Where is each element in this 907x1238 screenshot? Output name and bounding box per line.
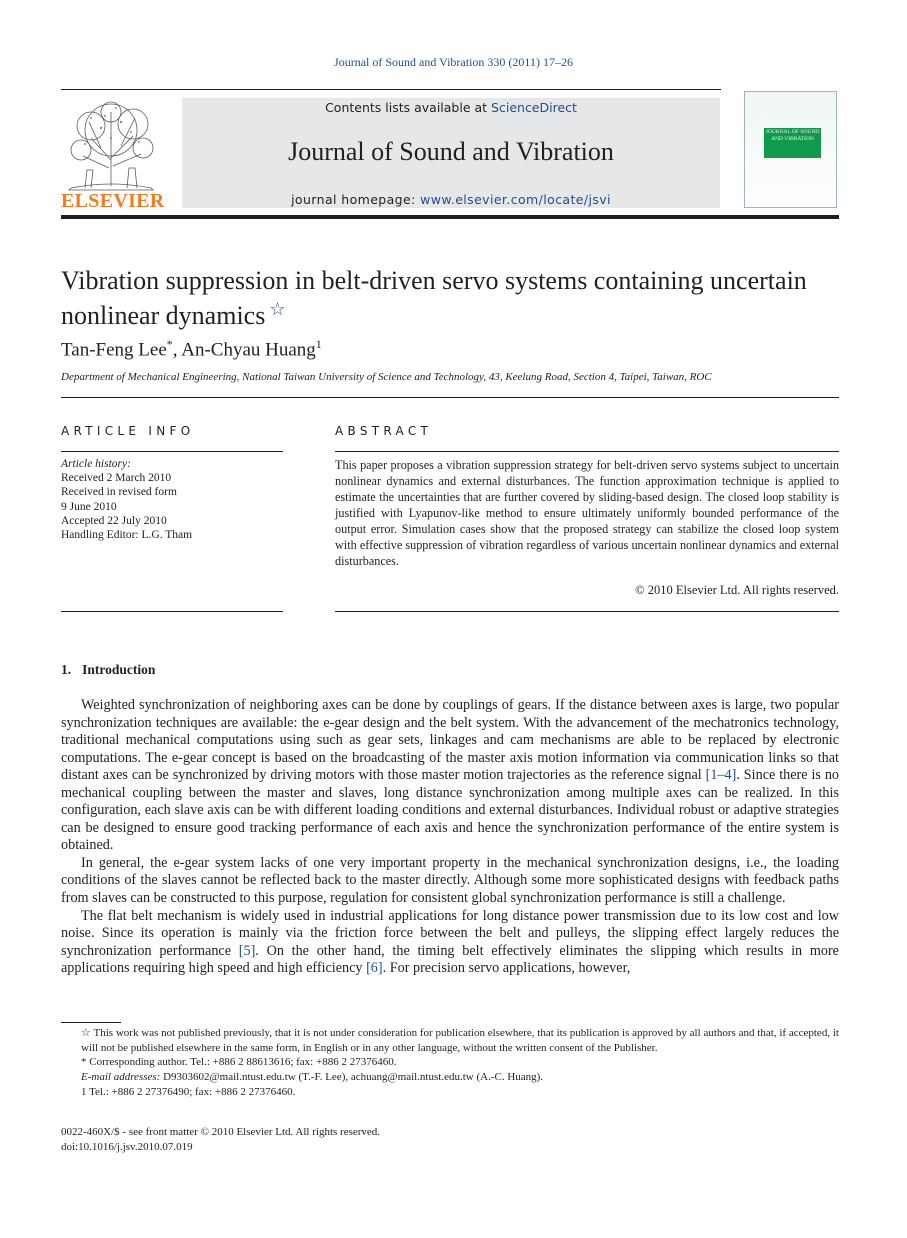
footnote-corresponding (61, 1055, 839, 1070)
section-number: 1. (61, 662, 72, 677)
publication-info (61, 1125, 380, 1155)
abstract-text: This paper proposes a vibration suppression strategy for belt-driven servo systems subject to uncertain nonlinear dynamics and external disturbances. The function approximation technique is applied to estimate the uncertainties that are further covered by sliding-based design. The closed loop stability is justified with Lyapunov-like method to ensure ultimately uniformly bounded performance of the output error. Simulation cases show that the proposed strategy can stabilize the closed loop system with effective suppression of vibration regardless of various uncertain nonlinear dynamics and external disturbances. (335, 458, 839, 568)
title-footnote-marker[interactable]: ☆ (269, 299, 286, 319)
footnote-text: Corresponding author. Tel.: +886 2 88613616; fax: +886 2 27376460. (89, 1056, 397, 1069)
author-separator: , (172, 339, 182, 361)
abstract-heading: ABSTRACT (335, 424, 433, 438)
footnote-emails (61, 1070, 839, 1085)
footnote-title-note (61, 1026, 839, 1055)
footnote-rule (61, 1022, 121, 1023)
citation-link[interactable]: [1–4] (705, 767, 737, 784)
paragraph-text: . Since there is no mechanical coupling between the master and slaves, long distance synchronization among multiple axes can be realized. In this configuration, each slave axis can be with different loading conditions and external disturbances. Individual robust or adaptive strategies can be designed to ensure good tracking performance of each axis and hence the synchronization performance of the entire system is obtained. (61, 767, 840, 854)
citation-link[interactable]: [5] (238, 942, 256, 959)
citation-link[interactable]: [6] (366, 960, 383, 977)
footnote-marker: * (81, 1056, 87, 1069)
footnote-marker: ☆ (81, 1027, 91, 1039)
journal-citation[interactable]: Journal of Sound and Vibration 330 (2011) 17–26 (334, 55, 573, 69)
header-top-rule (61, 89, 721, 90)
article-history-label: Article history: (61, 458, 131, 470)
history-line: Received in revised form (61, 486, 177, 499)
article-title (61, 266, 821, 330)
email-addresses[interactable]: D9303602@mail.ntust.edu.tw (T.-F. Lee), achuang@mail.ntust.edu.tw (A.-C. Huang). (163, 1071, 544, 1084)
footnote-marker: 1 (81, 1085, 87, 1098)
contents-available-line (182, 100, 720, 115)
article-history (61, 457, 283, 542)
article-info-bottom-rule (61, 611, 283, 612)
sciencedirect-link[interactable]: ScienceDirect (491, 100, 577, 115)
abstract-copyright: © 2010 Elsevier Ltd. All rights reserved. (635, 583, 839, 597)
journal-homepage-line (182, 192, 720, 207)
issn-line: 0022-460X/$ - see front matter © 2010 Elsevier Ltd. All rights reserved. (61, 1126, 381, 1138)
handling-editor-line: Handling Editor: L.G. Tham (61, 529, 193, 542)
author-footnote-marker[interactable]: 1 (315, 337, 322, 351)
cover-title: JOURNAL OF SOUND AND VIBRATION (764, 128, 821, 158)
history-line: 9 June 2010 (61, 500, 117, 513)
doi-line[interactable]: doi:10.1016/j.jsv.2010.07.019 (61, 1141, 193, 1153)
footnotes (61, 1026, 839, 1100)
author-list (61, 337, 322, 361)
paragraph: In general, the e-gear system lacks of one very important property in the mechanical synchronization designs, i.e., the loading conditions of the slaves cannot be reflected back to the master directly. Although some more sophisticated designs with feedback paths from slaves can be constructed to this purpose, regulation for consistent global synchronization performance is still a challenge. (61, 854, 839, 907)
homepage-prefix: journal homepage: (291, 192, 421, 207)
affiliation-rule (61, 397, 839, 398)
history-line: Received 2 March 2010 (61, 472, 172, 485)
contents-prefix: Contents lists available at (325, 100, 492, 115)
publisher-wordmark: ELSEVIER (61, 190, 165, 212)
introduction-body (61, 697, 839, 978)
homepage-link[interactable]: www.elsevier.com/locate/jsvi (420, 192, 611, 207)
paragraph-text: . On the other hand, the timing belt effectively eliminates the slipping which results in more applications requiring high speed and high efficiency (61, 942, 839, 977)
paragraph (61, 697, 839, 855)
article-info-heading: ARTICLE INFO (61, 424, 195, 438)
abstract-top-rule (335, 451, 839, 452)
paragraph-text: The flat belt mechanism is widely used in industrial applications for long distance power transmission due to its low cost and low noise. Since its operation is mainly via the friction force between the belt and pulleys, the slipping effect largely reduces the synchronization performance (61, 907, 839, 959)
section-heading-introduction (61, 662, 155, 678)
corresponding-author-marker[interactable]: * (166, 337, 173, 351)
email-label: E-mail addresses: (81, 1071, 161, 1084)
paragraph (61, 908, 839, 978)
history-line: Accepted 22 July 2010 (61, 514, 167, 527)
article-title-text: Vibration suppression in belt-driven servo systems containing uncertain nonlinear dynamics (61, 266, 807, 330)
author-name[interactable]: An-Chyau Huang (181, 339, 316, 361)
author-affiliation: Department of Mechanical Engineering, National Taiwan University of Science and Technology, 43, Keelung Road, Section 4, Taipei, Taiwan, ROC (61, 371, 712, 383)
paragraph-text: . For precision servo applications, however, (382, 960, 631, 977)
footnote-text: Tel.: +886 2 27376490; fax: +886 2 27376460. (89, 1085, 296, 1098)
footnote-author2 (61, 1085, 839, 1100)
article-info-top-rule (61, 451, 283, 452)
abstract-bottom-rule (335, 611, 839, 612)
section-title: Introduction (82, 662, 156, 677)
paragraph-text: Weighted synchronization of neighboring axes can be done by couplings of gears. If the distance between axes is large, two popular synchronization techniques are available: the e-gear design and the belt system. With the advancement of the mechatronics technology, traditional mechanical computations using such as gear sets, linkages and cam mechanisms are able to be replaced by electronic computations. The e-gear concept is based on the broadcasting of the master axis motion information via communication links so that distant axes can be synchronized by driving motors with those master motion trajectories as the reference signal (61, 697, 839, 784)
header-bottom-rule (61, 215, 839, 219)
author-name[interactable]: Tan-Feng Lee (61, 339, 167, 361)
footnote-text: This work was not published previously, that it is not under consideration for publication elsewhere, that its publication is approved by all authors and that, if accepted, it will not be published elsewhere in the same form, in English or in any other language, without the written consent of the Publisher. (81, 1027, 839, 1054)
journal-title: Journal of Sound and Vibration (288, 137, 614, 166)
